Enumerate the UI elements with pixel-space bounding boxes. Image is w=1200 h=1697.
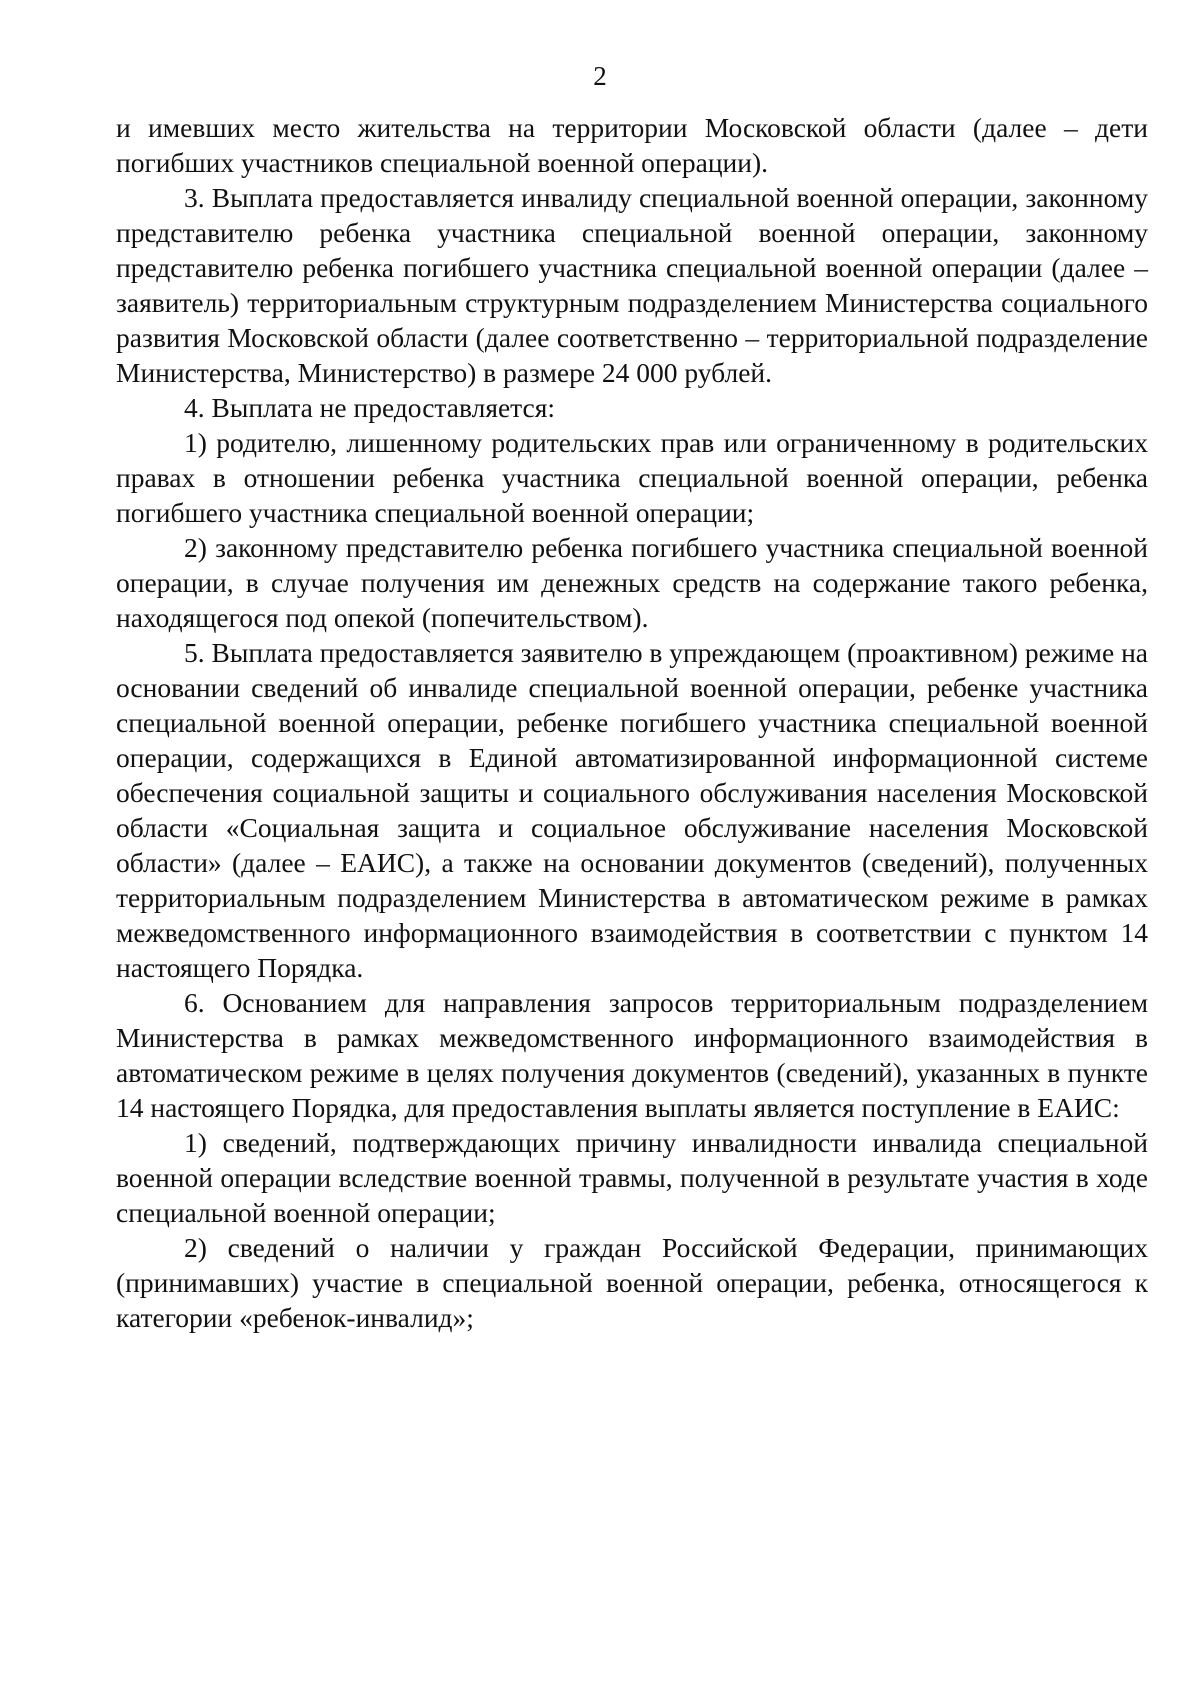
paragraph-item-6-subitem-1: 1) сведений, подтверждающих причину инвалидности инвалида специальной военной операции вследствие военной травмы, полученной в результате участия в ходе специальной военной операции; (116, 1127, 1148, 1228)
document-body (116, 110, 1148, 1335)
paragraph-item-3: 3. Выплата предоставляется инвалиду специальной военной операции, законному представителю ребенка участника специальной военной операции, законному представителю ребенка погибшего участника специальной военной операции (далее – заявитель) территориальным структурным подразделением Министерства социального развития Московской области (далее соответственно – территориальной подразделение Министерства, Министерство) в размере 24 000 рублей. (116, 182, 1148, 388)
paragraph-continuation: и имевших место жительства на территории Московской области (далее – дети погибших участников специальной военной операции). (116, 112, 1148, 178)
paragraph-item-4-subitem-2: 2) законному представителю ребенка погибшего участника специальной военной операции, в случае получения им денежных средств на содержание такого ребенка, находящегося под опекой (попечительством). (116, 532, 1148, 633)
page-number: 2 (593, 61, 607, 91)
paragraph-item-4-subitem-1: 1) родителю, лишенному родительских прав или ограниченному в родительских правах в отношении ребенка участника специальной военной операции, ребенка погибшего участника специальной военной операции; (116, 427, 1148, 528)
paragraph-item-5: 5. Выплата предоставляется заявителю в упреждающем (проактивном) режиме на основании сведений об инвалиде специальной военной операции, ребенке участника специальной военной операции, ребенке погибшего участника специальной военной операции, содержащихся в Единой автоматизированной информационной системе обеспечения социальной защиты и социального обслуживания населения Московской области «Социальная защита и социальное обслуживание населения Московской области» (далее – ЕАИС), а также на основании документов (сведений), полученных территориальным подразделением Министерства в автоматическом режиме в рамках межведомственного информационного взаимодействия в соответствии с пунктом 14 настоящего Порядка. (116, 637, 1148, 983)
paragraph-item-6-subitem-2: 2) сведений о наличии у граждан Российской Федерации, принимающих (принимавших) участие в специальной военной операции, ребенка, относящегося к категории «ребенок-инвалид»; (116, 1232, 1148, 1333)
paragraph-item-4: 4. Выплата не предоставляется: (184, 392, 556, 423)
paragraph-item-6: 6. Основанием для направления запросов территориальным подразделением Министерства в рамках межведомственного информационного взаимодействия в автоматическом режиме в целях получения документов (сведений), указанных в пункте 14 настоящего Порядка, для предоставления выплаты является поступление в ЕАИС: (116, 987, 1148, 1123)
